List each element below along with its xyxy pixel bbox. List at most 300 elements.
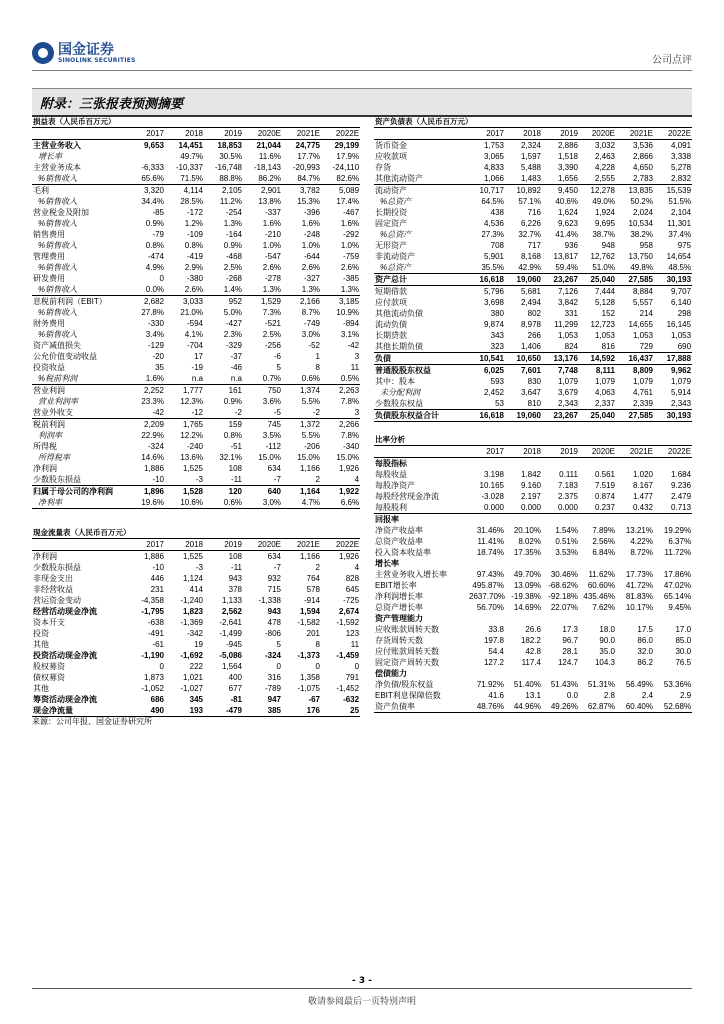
row-value: -5 <box>243 407 282 419</box>
row-value <box>468 514 505 526</box>
row-value: -240 <box>186 442 203 451</box>
row-value: -10,337 <box>175 163 203 172</box>
row-value: 0.561 <box>594 470 615 479</box>
table-row <box>32 329 360 340</box>
row-value <box>505 514 542 526</box>
row-value: 1.684 <box>671 470 692 479</box>
table-row <box>374 274 692 286</box>
row-value: 1,053 <box>632 331 653 340</box>
row-value: 2.9% <box>184 263 203 272</box>
row-value: -1,373 <box>297 651 320 660</box>
row-value: 32.7% <box>518 230 541 239</box>
table-row <box>374 558 692 569</box>
row-label: 每股指标 <box>375 459 407 468</box>
row-value: 1.3% <box>321 284 360 296</box>
row-value: 88.8% <box>204 173 243 185</box>
year-header: 2021E <box>616 446 654 458</box>
row-value: 96.7 <box>562 636 578 645</box>
row-value: 478 <box>267 618 281 627</box>
row-value: -20 <box>152 352 164 361</box>
row-value: -644 <box>303 252 320 261</box>
row-value: 25,040 <box>579 410 616 422</box>
table-row <box>32 617 360 628</box>
row-value: 28.1 <box>562 647 578 656</box>
table-row <box>32 340 360 351</box>
table-row <box>374 613 692 624</box>
table-row <box>374 569 692 580</box>
row-value: 3,842 <box>557 298 578 307</box>
row-value: 4,114 <box>183 186 203 195</box>
row-value: 1,372 <box>299 420 320 429</box>
row-value: 0.51% <box>555 537 578 546</box>
row-label: 经营活动现金净流 <box>33 607 97 616</box>
row-value: 60.60% <box>587 581 615 590</box>
year-header: 2019 <box>204 539 243 551</box>
logo-name-en: SINOLINK SECURITIES <box>58 56 136 64</box>
table-row <box>32 705 360 717</box>
row-value: 2.4 <box>641 691 653 700</box>
table-row <box>374 218 692 229</box>
source-note: 来源：公司年报、国金证券研究所 <box>32 717 152 726</box>
row-value: -18,143 <box>253 163 281 172</box>
row-value: 8.7% <box>301 308 320 317</box>
row-value: 5.5% <box>301 431 320 440</box>
row-value: 9.160 <box>520 481 541 490</box>
row-value <box>505 458 542 470</box>
row-value: 1,525 <box>182 464 203 473</box>
row-value: 645 <box>345 585 360 594</box>
row-value: 2,832 <box>654 173 692 185</box>
table-title: 资产负债表（人民币百万元） <box>374 116 692 128</box>
row-value: 17.3 <box>562 625 578 634</box>
row-value: 2.8 <box>603 691 615 700</box>
row-value: 0.000 <box>542 502 579 514</box>
row-value <box>579 668 616 679</box>
row-value: 1,926 <box>339 464 360 473</box>
row-label: 所得税率 <box>38 453 70 462</box>
row-value <box>126 151 165 162</box>
row-label: %销售收入 <box>38 263 78 272</box>
row-value: 117.4 <box>521 658 541 667</box>
row-value: 20.10% <box>513 526 541 535</box>
row-label: 增长率 <box>375 559 399 568</box>
row-value: -427 <box>225 319 242 328</box>
year-header-row <box>374 446 692 458</box>
row-value: -11 <box>231 563 242 572</box>
row-value: -51 <box>230 442 242 451</box>
table-row <box>32 672 360 683</box>
row-value: -491 <box>147 629 164 638</box>
row-value: 124.7 <box>557 658 578 667</box>
row-value: 38.2% <box>630 230 653 239</box>
row-label: 应收款项 <box>375 152 407 161</box>
row-value: 1.6% <box>126 373 165 385</box>
row-label: 净利率 <box>32 497 126 509</box>
row-value: -42 <box>347 341 360 350</box>
row-value: 26.6 <box>525 625 541 634</box>
row-value: -632 <box>343 695 360 704</box>
row-value: 30.0 <box>675 647 692 656</box>
row-value: 686 <box>150 695 164 704</box>
row-value: 47.02% <box>663 581 692 590</box>
row-value: 1,483 <box>505 173 542 185</box>
row-value: 0.6% <box>204 497 243 509</box>
row-value: -1,592 <box>336 618 360 627</box>
row-value: -330 <box>147 319 164 328</box>
row-value: 7.89% <box>592 526 615 535</box>
row-value: 17,888 <box>654 353 692 365</box>
row-value: 1 <box>315 352 320 361</box>
row-value: 10.165 <box>479 481 504 490</box>
row-value: -12 <box>165 407 204 419</box>
row-value: 948 <box>601 241 615 250</box>
row-label: %销售收入 <box>38 219 78 228</box>
row-label: 非经营收益 <box>33 585 73 594</box>
row-value: 41.6 <box>488 691 504 700</box>
row-value: -6 <box>273 352 281 361</box>
row-value: 0.9% <box>223 241 242 250</box>
row-value: -340 <box>343 442 360 451</box>
row-value: 12,278 <box>590 186 615 195</box>
row-value: 0.111 <box>559 470 578 479</box>
row-value: 1.2% <box>184 219 203 228</box>
row-value: 385 <box>243 705 282 717</box>
row-label: 应付账款周转天数 <box>375 647 439 656</box>
row-label: %总资产 <box>380 197 412 206</box>
table-row <box>32 385 360 397</box>
row-value: 4,063 <box>594 388 615 397</box>
row-value: 0 <box>159 662 164 671</box>
table-row <box>32 351 360 362</box>
row-value: 0.000 <box>468 502 505 514</box>
row-value: 2.6% <box>165 284 204 296</box>
row-value: 13.6% <box>180 453 203 462</box>
row-value: 4.1% <box>184 330 203 339</box>
row-label: 偿债能力 <box>375 669 407 678</box>
row-value: 0.8% <box>145 241 164 250</box>
row-value: 4,091 <box>671 141 692 150</box>
row-value <box>579 613 616 624</box>
year-header-row <box>32 539 360 551</box>
table-row <box>374 491 692 502</box>
row-value: 1,886 <box>143 552 164 561</box>
row-value: -67 <box>308 695 320 704</box>
row-value: 1,886 <box>143 464 164 473</box>
row-value: 11,301 <box>667 219 692 228</box>
year-header: 2018 <box>505 128 542 140</box>
row-value: 2.197 <box>520 492 541 501</box>
table-row <box>374 701 692 713</box>
row-value: 17.86% <box>663 570 692 579</box>
row-value: 176 <box>282 705 321 717</box>
report-type: 公司点评 <box>652 55 692 66</box>
row-value: 1,358 <box>299 673 320 682</box>
row-value: 60.40% <box>616 701 654 713</box>
row-value: 2 <box>282 474 321 486</box>
year-header: 2021E <box>282 128 321 140</box>
row-value: -42 <box>126 407 165 419</box>
row-value: 120 <box>228 487 242 496</box>
row-value: 1,079 <box>671 377 692 386</box>
row-value: 13,176 <box>542 353 579 365</box>
row-value: 15.3% <box>297 197 320 206</box>
row-value: 1,765 <box>182 420 203 429</box>
table-row <box>32 273 360 284</box>
table-row <box>374 480 692 491</box>
row-value <box>654 458 692 470</box>
ratio-analysis-table <box>374 434 692 713</box>
balance-sheet-table <box>374 116 692 422</box>
row-value: 717 <box>527 241 541 250</box>
row-value: -206 <box>303 442 320 451</box>
row-value: 71.92% <box>476 680 504 689</box>
row-value: 0.9% <box>223 397 242 406</box>
row-value: 3 <box>354 352 360 361</box>
row-value: 159 <box>228 420 242 429</box>
row-value: -92.18% <box>548 592 578 601</box>
row-value: 1,564 <box>221 662 242 671</box>
row-value: 3.5% <box>262 431 281 440</box>
row-value: 201 <box>306 629 320 638</box>
row-value: 17.4% <box>336 197 360 206</box>
year-header: 2022E <box>654 128 692 140</box>
row-value: 97.43% <box>476 570 504 579</box>
row-label: 净负债/股东权益 <box>375 680 434 689</box>
row-value: 38.7% <box>592 230 615 239</box>
row-value: 10.17% <box>625 603 653 612</box>
row-value: 16,618 <box>468 274 505 286</box>
row-value: 9,695 <box>594 219 615 228</box>
row-value: -112 <box>265 442 281 451</box>
row-value: 23,267 <box>542 410 579 422</box>
row-value: 1,079 <box>632 377 653 386</box>
row-value: 9.45% <box>668 603 692 612</box>
header-blank <box>374 446 468 458</box>
row-value: 193 <box>165 705 204 717</box>
table-row <box>374 319 692 330</box>
footer-divider <box>32 988 692 989</box>
row-value: 10.6% <box>165 497 204 509</box>
row-value: 4.7% <box>282 497 321 509</box>
year-header: 2022E <box>321 539 360 551</box>
row-value: 4.9% <box>145 263 164 272</box>
table-row <box>374 286 692 298</box>
row-value: 2,452 <box>483 388 504 397</box>
row-value: 943 <box>228 574 242 583</box>
row-value: 11.2% <box>219 197 242 206</box>
row-value: 958 <box>639 241 653 250</box>
row-value: 1.3% <box>243 284 282 296</box>
row-value: -396 <box>303 208 320 217</box>
row-value: 0 <box>315 662 320 671</box>
row-value: 438 <box>490 208 504 217</box>
row-value: 6,140 <box>671 298 692 307</box>
row-value: -19 <box>191 363 203 372</box>
row-value: 57.1% <box>518 197 541 206</box>
row-value <box>468 613 505 624</box>
row-value: 5,557 <box>632 298 653 307</box>
row-value: 729 <box>616 341 654 353</box>
row-value: 3.198 <box>483 470 504 479</box>
row-label: 应收账款周转天数 <box>375 625 439 634</box>
table-row <box>374 353 692 365</box>
row-label: 存货 <box>375 163 391 172</box>
row-label: 每股股利 <box>374 502 468 514</box>
row-value: 82.6% <box>321 173 360 185</box>
row-value: 578 <box>306 585 320 594</box>
row-value: 51.40% <box>513 680 541 689</box>
row-value: 5,488 <box>520 163 541 172</box>
row-value: 35.0 <box>599 647 615 656</box>
row-value: 1,525 <box>182 552 203 561</box>
row-label: 其中：股本 <box>375 377 415 386</box>
row-value: 1,753 <box>483 141 504 150</box>
row-label: 回报率 <box>375 515 399 524</box>
row-value: 936 <box>564 241 578 250</box>
row-label: 其他 <box>33 684 49 693</box>
row-value: 71.5% <box>165 173 204 185</box>
row-value: -324 <box>264 651 281 660</box>
row-value <box>654 668 692 679</box>
row-value: 17 <box>194 352 203 361</box>
table-row <box>374 365 692 377</box>
row-value: 1,529 <box>260 297 281 306</box>
table-row <box>374 690 692 701</box>
row-value: 7,601 <box>520 366 541 375</box>
row-value: 4 <box>354 563 360 572</box>
row-value: 13,835 <box>628 186 653 195</box>
row-value: 8,111 <box>595 366 615 375</box>
row-value: -10 <box>152 563 164 572</box>
row-label: 资产减值损失 <box>33 341 81 350</box>
cash-flow-table <box>32 527 360 717</box>
row-value: 29,199 <box>334 141 360 150</box>
row-value: 1,594 <box>299 607 320 616</box>
row-value: 316 <box>267 673 281 682</box>
row-value: 1.0% <box>262 241 281 250</box>
row-value: 49.70% <box>513 570 541 579</box>
row-label: %总资产 <box>374 262 468 274</box>
row-value: 13.09% <box>513 581 541 590</box>
row-value: 9,707 <box>671 287 692 296</box>
table-row <box>32 318 360 329</box>
row-label: 主营业务收入 <box>33 141 81 150</box>
row-value: 4,650 <box>632 163 653 172</box>
row-value: 0 <box>354 662 360 671</box>
row-value: -4,358 <box>141 596 164 605</box>
row-label: 资产总计 <box>374 274 468 286</box>
row-value: 708 <box>490 241 504 250</box>
row-label: 非现金支出 <box>33 574 73 583</box>
row-label: 营业利润率 <box>38 397 78 406</box>
row-value: 5.5% <box>301 397 320 406</box>
row-value: 214 <box>639 309 653 318</box>
row-value <box>579 514 616 526</box>
row-value: 1,624 <box>557 208 578 217</box>
row-value: 85.0 <box>675 636 692 645</box>
row-value <box>468 668 505 679</box>
row-value: 17.35% <box>513 548 541 557</box>
row-value: 1,873 <box>143 673 164 682</box>
row-value: -292 <box>343 230 360 239</box>
table-row <box>32 396 360 407</box>
row-value: 0.432 <box>616 502 654 514</box>
row-value: 2.6% <box>262 263 281 272</box>
table-row <box>374 376 692 387</box>
row-value: 5,681 <box>520 287 541 296</box>
table-row <box>374 162 692 173</box>
row-value: 3.0% <box>243 497 282 509</box>
row-label: 货币资金 <box>375 141 407 150</box>
row-value: 952 <box>228 297 242 306</box>
row-value: -945 <box>225 640 242 649</box>
row-value: -1,190 <box>141 651 164 660</box>
row-value: 108 <box>228 552 242 561</box>
row-value: 23,267 <box>542 274 579 286</box>
page-header <box>0 0 724 80</box>
table-row <box>374 140 692 152</box>
row-label: 非流动资产 <box>375 252 415 261</box>
table-row <box>32 497 360 509</box>
row-value: 975 <box>677 241 692 250</box>
table-row <box>32 173 360 185</box>
table-title: 现金流量表（人民币百万元） <box>32 527 360 539</box>
row-value: 11.62% <box>588 570 615 579</box>
row-value: 2 <box>315 563 320 572</box>
row-value: 15,539 <box>666 186 692 195</box>
row-value: 2,463 <box>594 152 615 161</box>
row-value: 3,536 <box>632 141 653 150</box>
row-value: 3,338 <box>671 152 692 161</box>
logo-name-cn: 国金证券 <box>58 41 114 58</box>
year-header: 2019 <box>542 128 579 140</box>
row-value: 11.6% <box>258 152 281 161</box>
row-value: 1,066 <box>468 173 505 185</box>
row-value: 1,926 <box>339 552 360 561</box>
table-row <box>374 151 692 162</box>
row-value: 2,324 <box>520 141 541 150</box>
table-row <box>32 262 360 273</box>
row-label: 销售费用 <box>33 230 65 239</box>
row-value: 5,128 <box>594 298 615 307</box>
row-value: 5,278 <box>671 163 692 172</box>
row-value: -19.38% <box>511 592 541 601</box>
row-value: 6,025 <box>483 366 504 375</box>
row-value: 2,343 <box>654 398 692 410</box>
row-label: 净利润 <box>33 464 57 473</box>
table-row <box>374 387 692 398</box>
row-value: 1.0% <box>340 241 360 250</box>
row-value: -10 <box>126 474 165 486</box>
table-row <box>374 173 692 185</box>
row-value: 41.72% <box>625 581 653 590</box>
row-value: -479 <box>204 705 243 717</box>
row-value: 1,166 <box>299 464 320 473</box>
table-row <box>32 151 360 162</box>
row-label: 其他长期负债 <box>374 341 468 353</box>
row-value: -327 <box>303 274 320 283</box>
row-value: 378 <box>228 585 242 594</box>
table-row <box>32 196 360 207</box>
row-label: 研发费用 <box>33 274 65 283</box>
row-value: 3,698 <box>483 298 504 307</box>
section-title-bar <box>32 88 692 117</box>
row-value: 802 <box>527 309 541 318</box>
row-value: 690 <box>654 341 692 353</box>
row-value: -248 <box>303 230 320 239</box>
row-value: 10,534 <box>628 219 653 228</box>
table-row <box>32 207 360 218</box>
